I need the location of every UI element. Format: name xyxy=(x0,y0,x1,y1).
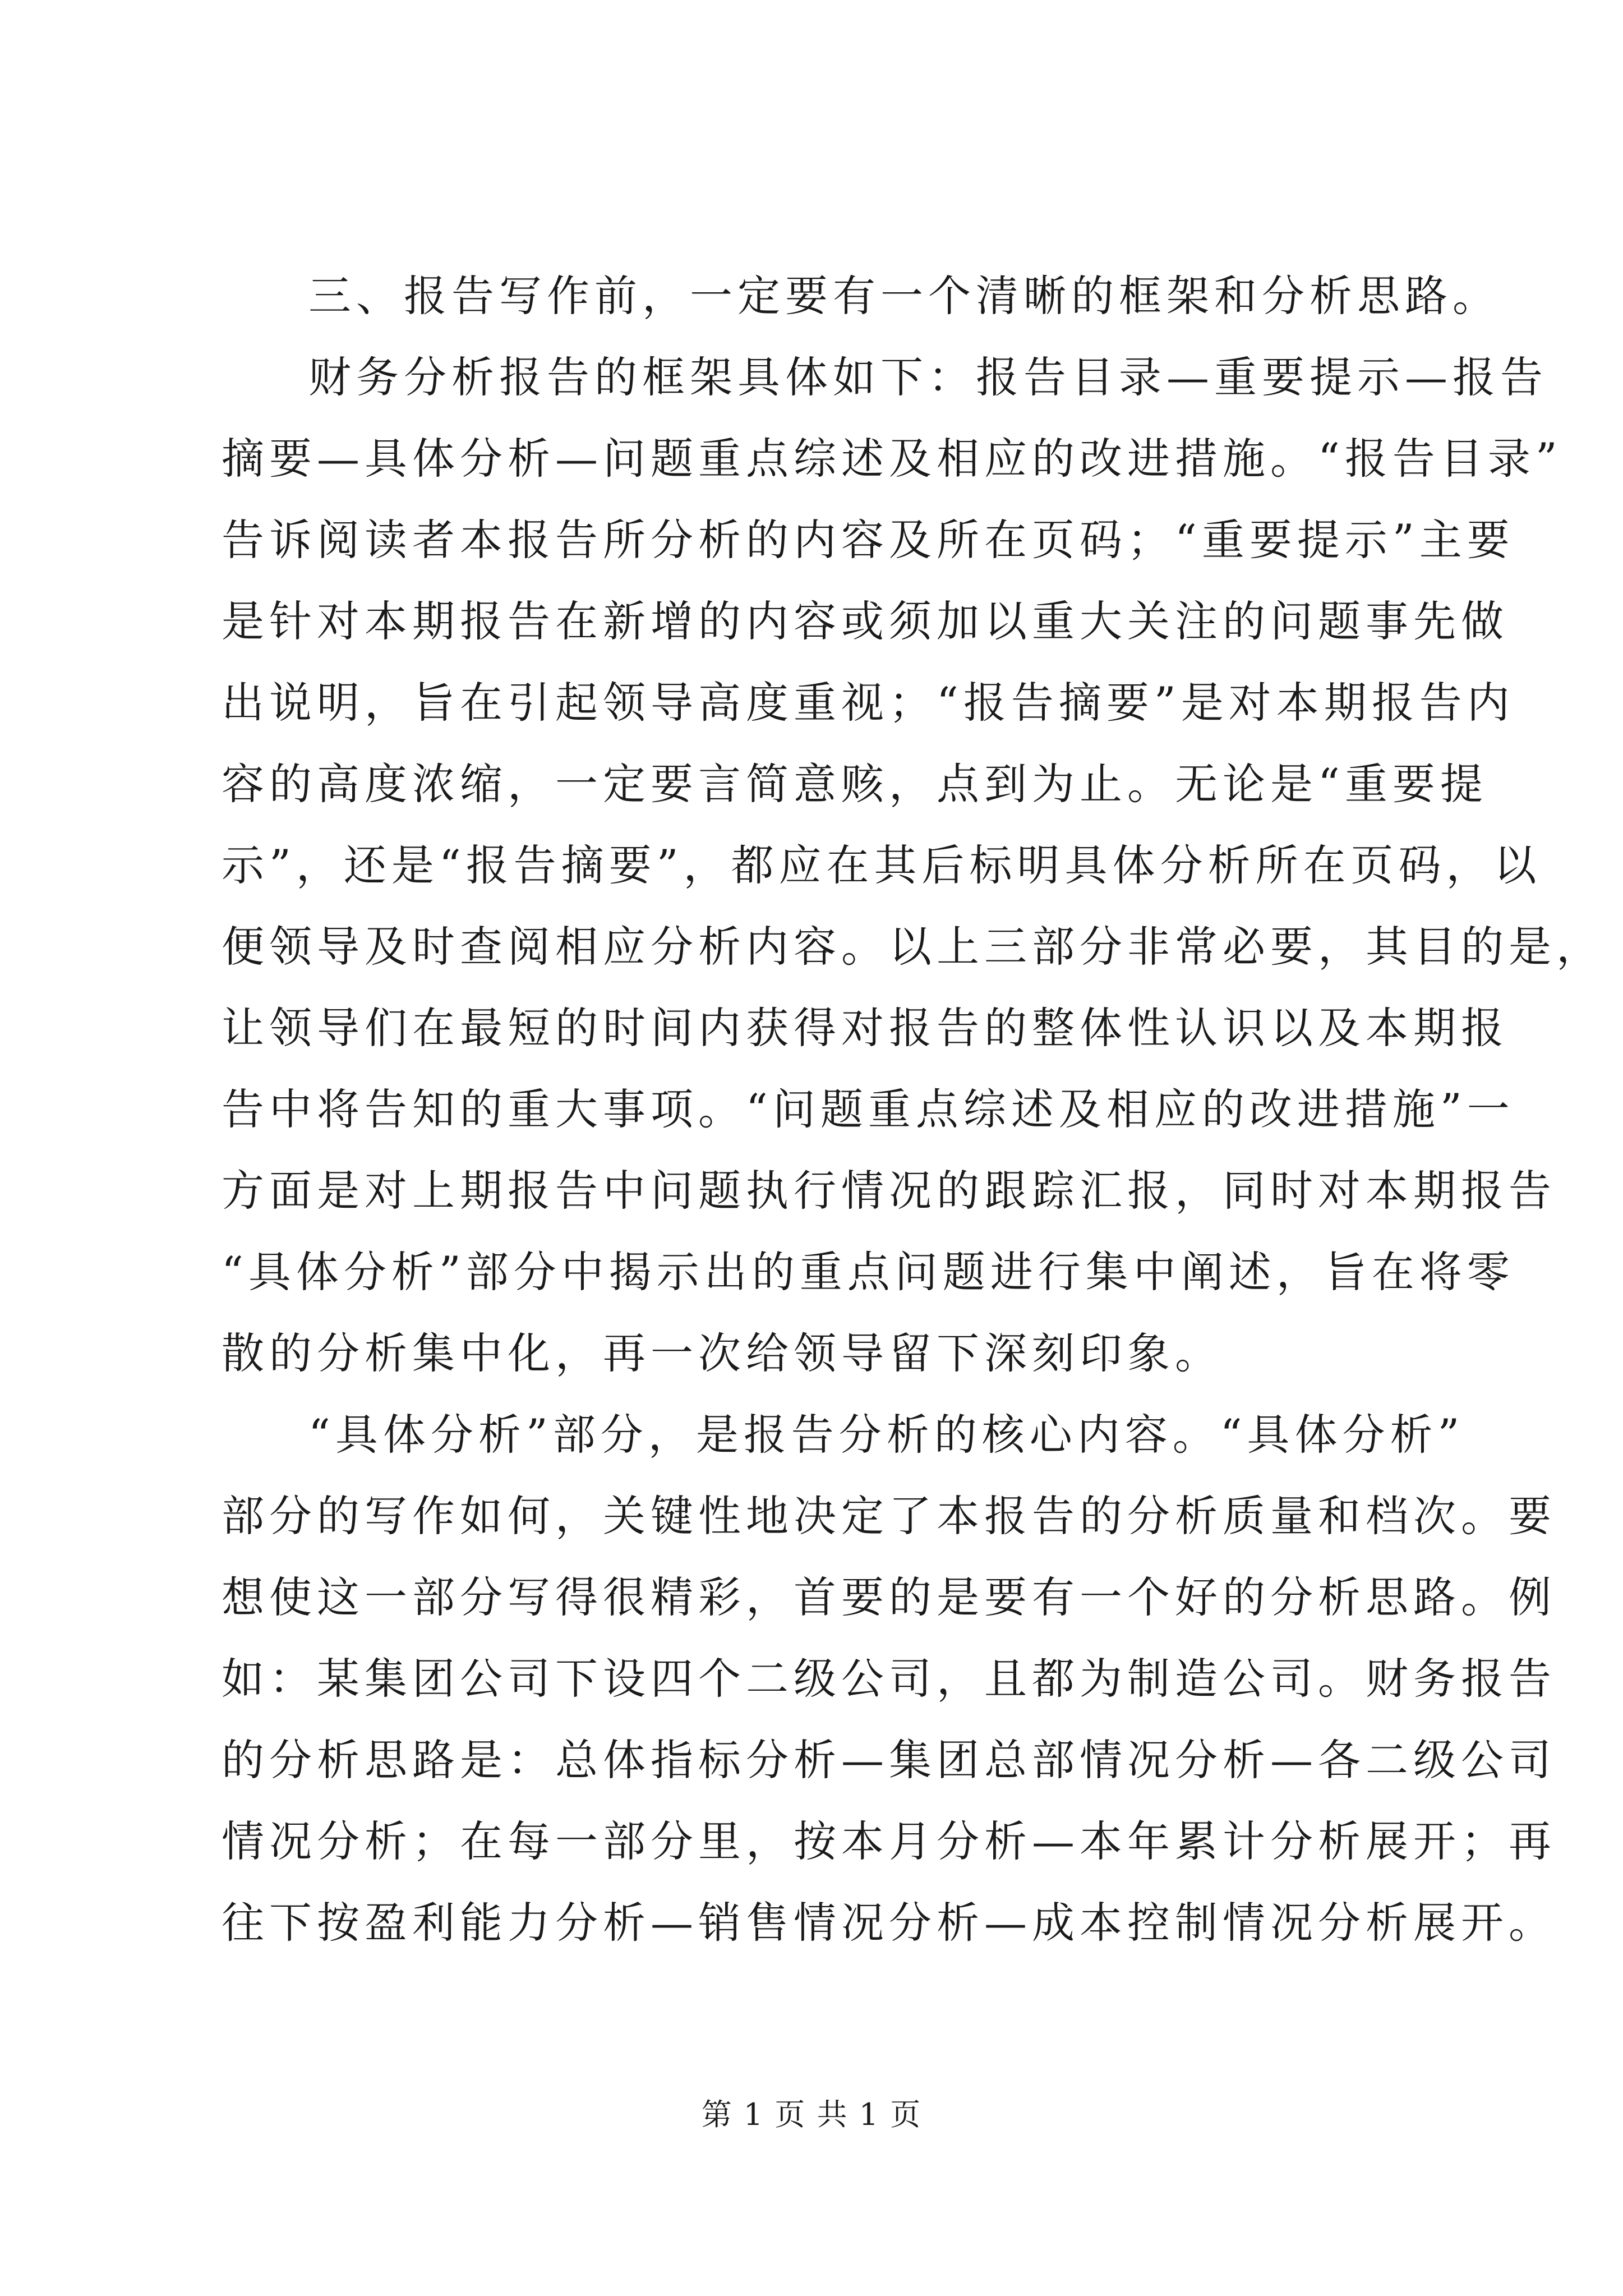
paragraph-line: 是针对本期报告在新增的内容或须加以重大关注的问题事先做 xyxy=(222,596,1509,646)
paragraph-line: “具体分析”部分中揭示出的重点问题进行集中阐述，旨在将零 xyxy=(222,1247,1515,1297)
paragraph-line: 方面是对上期报告中问题执行情况的跟踪汇报，同时对本期报告 xyxy=(222,1166,1556,1216)
paragraph-line: 散的分析集中化，再一次给领导留下深刻印象。 xyxy=(222,1328,1223,1378)
paragraph-line: 部分的写作如何，关键性地决定了本报告的分析质量和档次。要 xyxy=(222,1491,1556,1541)
paragraph-line: 往下按盈利能力分析—销售情况分析—成本控制情况分析展开。 xyxy=(222,1898,1556,1948)
paragraph-line: 出说明，旨在引起领导高度重视；“报告摘要”是对本期报告内 xyxy=(222,678,1515,728)
paragraph-line: 让领导们在最短的时间内获得对报告的整体性认识以及本期报 xyxy=(222,1003,1509,1053)
paragraph-heading-line: 三、报告写作前，一定要有一个清晰的框架和分析思路。 xyxy=(308,271,1500,321)
paragraph-line: 摘要—具体分析—问题重点综述及相应的改进措施。“报告目录” xyxy=(222,434,1562,484)
paragraph-line: “具体分析”部分，是报告分析的核心内容。“具体分析” xyxy=(308,1410,1465,1460)
paragraph-line: 容的高度浓缩，一定要言简意赅，点到为止。无论是“重要提 xyxy=(222,759,1488,809)
paragraph-line: 示”，还是“报告摘要”，都应在其后标明具体分析所在页码，以 xyxy=(222,840,1542,890)
paragraph-line: 想使这一部分写得很精彩，首要的是要有一个好的分析思路。例 xyxy=(222,1572,1556,1622)
paragraph-line: 如：某集团公司下设四个二级公司，且都为制造公司。财务报告 xyxy=(222,1654,1556,1704)
paragraph-line: 告中将告知的重大事项。“问题重点综述及相应的改进措施”一 xyxy=(222,1084,1515,1134)
paragraph-line: 告诉阅读者本报告所分析的内容及所在页码；“重要提示”主要 xyxy=(222,515,1515,565)
page-number-footer: 第 1 页 共 1 页 xyxy=(701,2097,922,2132)
paragraph-line: 财务分析报告的框架具体如下：报告目录—重要提示—报告 xyxy=(308,352,1548,402)
document-body xyxy=(222,255,1604,1963)
paragraph-line: 情况分析；在每一部分里，按本月分析—本年累计分析展开；再 xyxy=(222,1816,1556,1866)
paragraph-line: 便领导及时查阅相应分析内容。以上三部分非常必要，其目的是， xyxy=(222,922,1604,972)
paragraph-line: 的分析思路是：总体指标分析—集团总部情况分析—各二级公司 xyxy=(222,1735,1556,1785)
